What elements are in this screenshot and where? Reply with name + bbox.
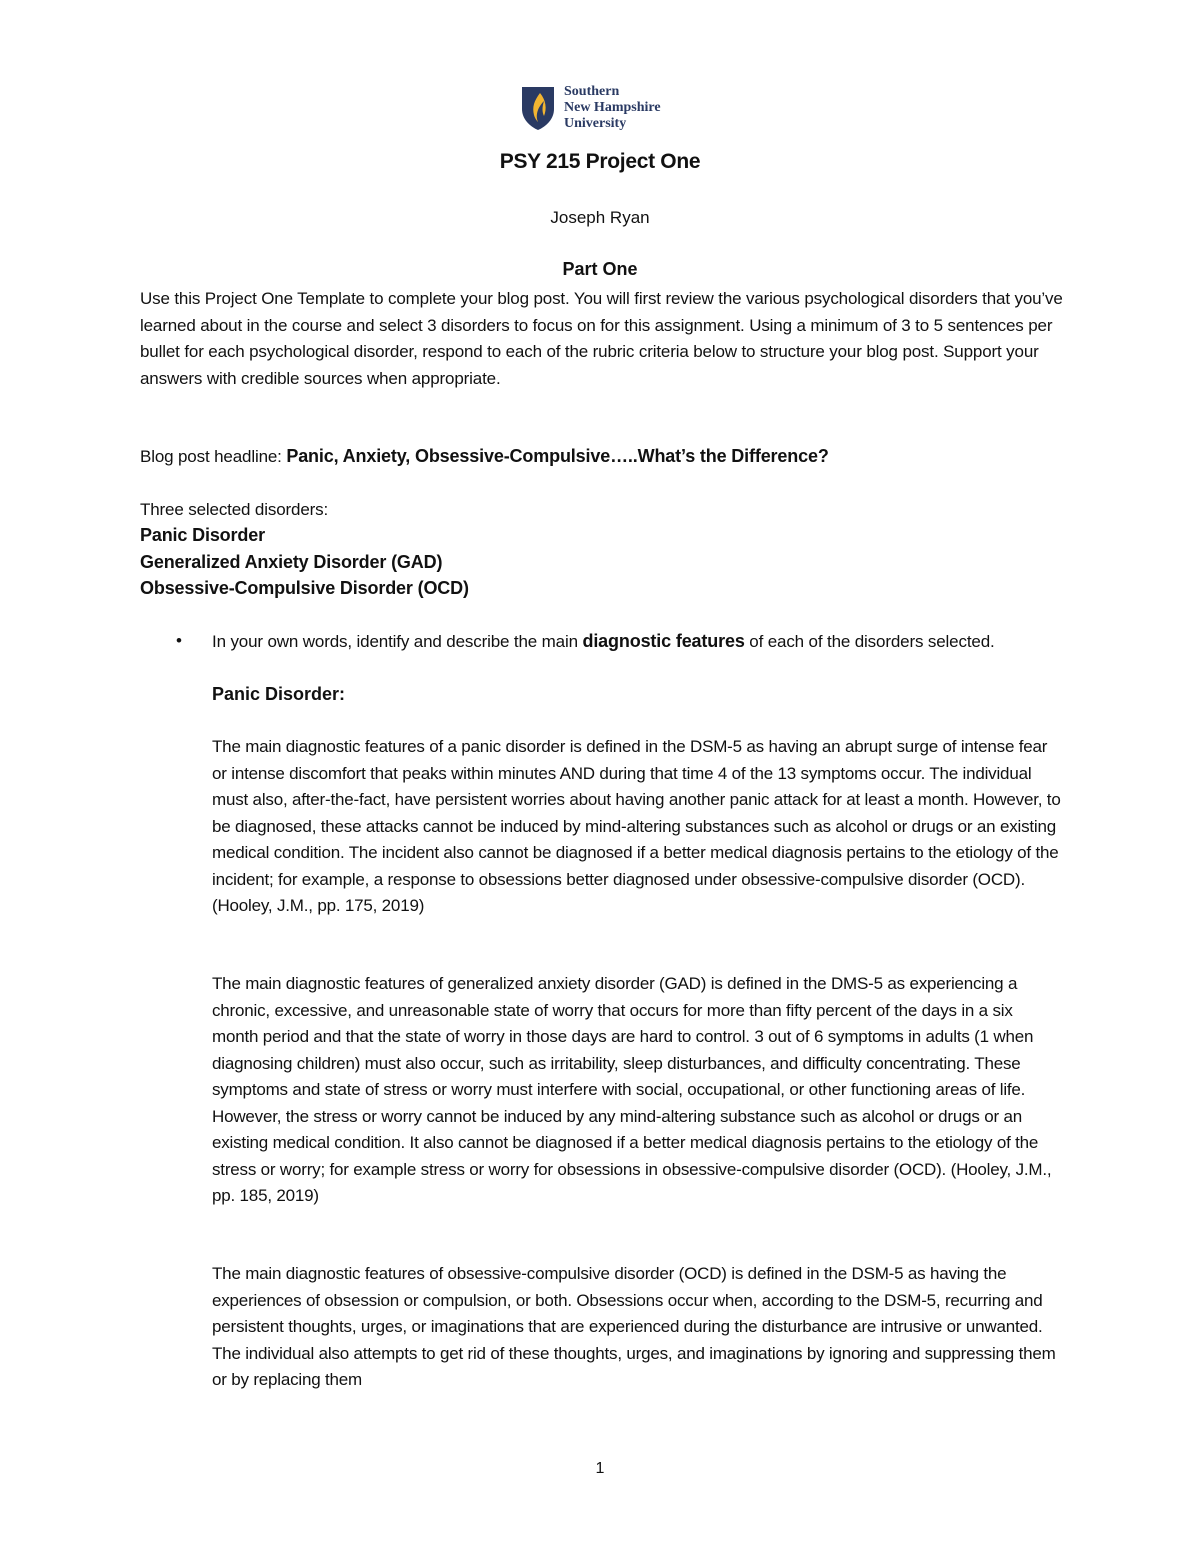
blog-headline-line — [140, 443, 1065, 471]
rubric-bullet-text-start: In your own words, identify and describe the main — [212, 632, 583, 651]
document-title: PSY 215 Project One — [499, 150, 701, 173]
rubric-bullet-emphasis: diagnostic features — [582, 631, 745, 651]
body-paragraph: The main diagnostic features of generalized anxiety disorder (GAD) is defined in the DMS-5 as experiencing a chronic, excessive, and unreasonable state of worry that occurs for more than fifty percent of the days in a six month period and that the state of worry in those days are hard to control. 3 out of 6 symptoms in adults (1 when diagnosing children) must also occur, such as irritability, sleep disturbances, and difficulty concentrating. These symptoms and state of stress or worry must interfere with social, occupational, or other functioning areas of life. However, the stress or worry cannot be induced by any mind-altering substance such as alcohol or drugs or an existing medical condition. It also cannot be diagnosed if a better medical diagnosis pertains to the etiology of the stress or worry; for example stress or worry for obsessions in obsessive-compulsive disorder (OCD). (Hooley, J.M., pp. 185, 2019) — [212, 974, 1052, 1205]
disorder-item: Obsessive-Compulsive Disorder (OCD) — [140, 578, 469, 598]
body-paragraph: The main diagnostic features of a panic disorder is defined in the DSM-5 as having an abrupt surge of intense fear or intense discomfort that peaks within minutes AND during that time 4 of the 13 symptoms occur. The individual must also, after-the-fact, have persistent worries about having another panic attack for at least a month. However, to be diagnosed, these attacks cannot be induced by mind-altering substances such as alcohol or drugs or an existing medical condition. The incident also cannot be diagnosed if a better medical diagnosis pertains to the etiology of the incident; for example, a response to obsessions better diagnosed under obsessive-compulsive disorder (OCD). (Hooley, J.M., pp. 175, 2019) — [212, 737, 1061, 915]
intro-paragraph: Use this Project One Template to complete your blog post. You will first review the various psychological disorders that you’ve learned about in the course and select 3 disorders to focus on for this assignment. Using a minimum of 3 to 5 sentences per bullet for each psychological disorder, respond to each of the rubric criteria below to structure your blog post. Support your answers with credible sources when appropriate. — [140, 289, 1063, 388]
section-subheading: Panic Disorder: — [212, 684, 346, 704]
logo-wordmark — [564, 84, 661, 132]
selected-disorders-label: Three selected disorders: — [140, 500, 329, 519]
rubric-bullet-text-end: of each of the disorders selected. — [744, 632, 995, 651]
body-paragraph: The main diagnostic features of obsessive-compulsive disorder (OCD) is defined in the DSM-5 as having the experiences of obsession or compulsion, or both. Obsessions occur when, according to the DSM-5, recurring and persistent thoughts, urges, or imaginations that are experienced during the disturbance are intrusive or unwanted. The individual also attempts to get rid of these thoughts, urges, and imaginations by ignoring and suppressing them or by replacing them — [212, 1264, 1056, 1389]
page-number: 1 — [595, 1460, 605, 1477]
blog-headline-label: Blog post headline: — [140, 447, 287, 466]
logo-line-1: Southern — [564, 84, 620, 99]
selected-disorders-list — [140, 522, 1065, 602]
disorder-item: Panic Disorder — [140, 525, 265, 545]
university-logo — [520, 84, 661, 132]
rubric-bullet — [212, 628, 1062, 656]
blog-headline-value: Panic, Anxiety, Obsessive-Compulsive…..What’s the Difference? — [286, 446, 829, 466]
disorder-item: Generalized Anxiety Disorder (GAD) — [140, 551, 443, 572]
author-name: Joseph Ryan — [550, 208, 650, 227]
logo-line-2: New Hampshire — [564, 100, 661, 115]
shield-flame-icon — [520, 85, 556, 131]
logo-line-3: University — [564, 116, 627, 131]
bullet-dot-icon: • — [176, 631, 182, 650]
part-heading: Part One — [562, 259, 638, 279]
